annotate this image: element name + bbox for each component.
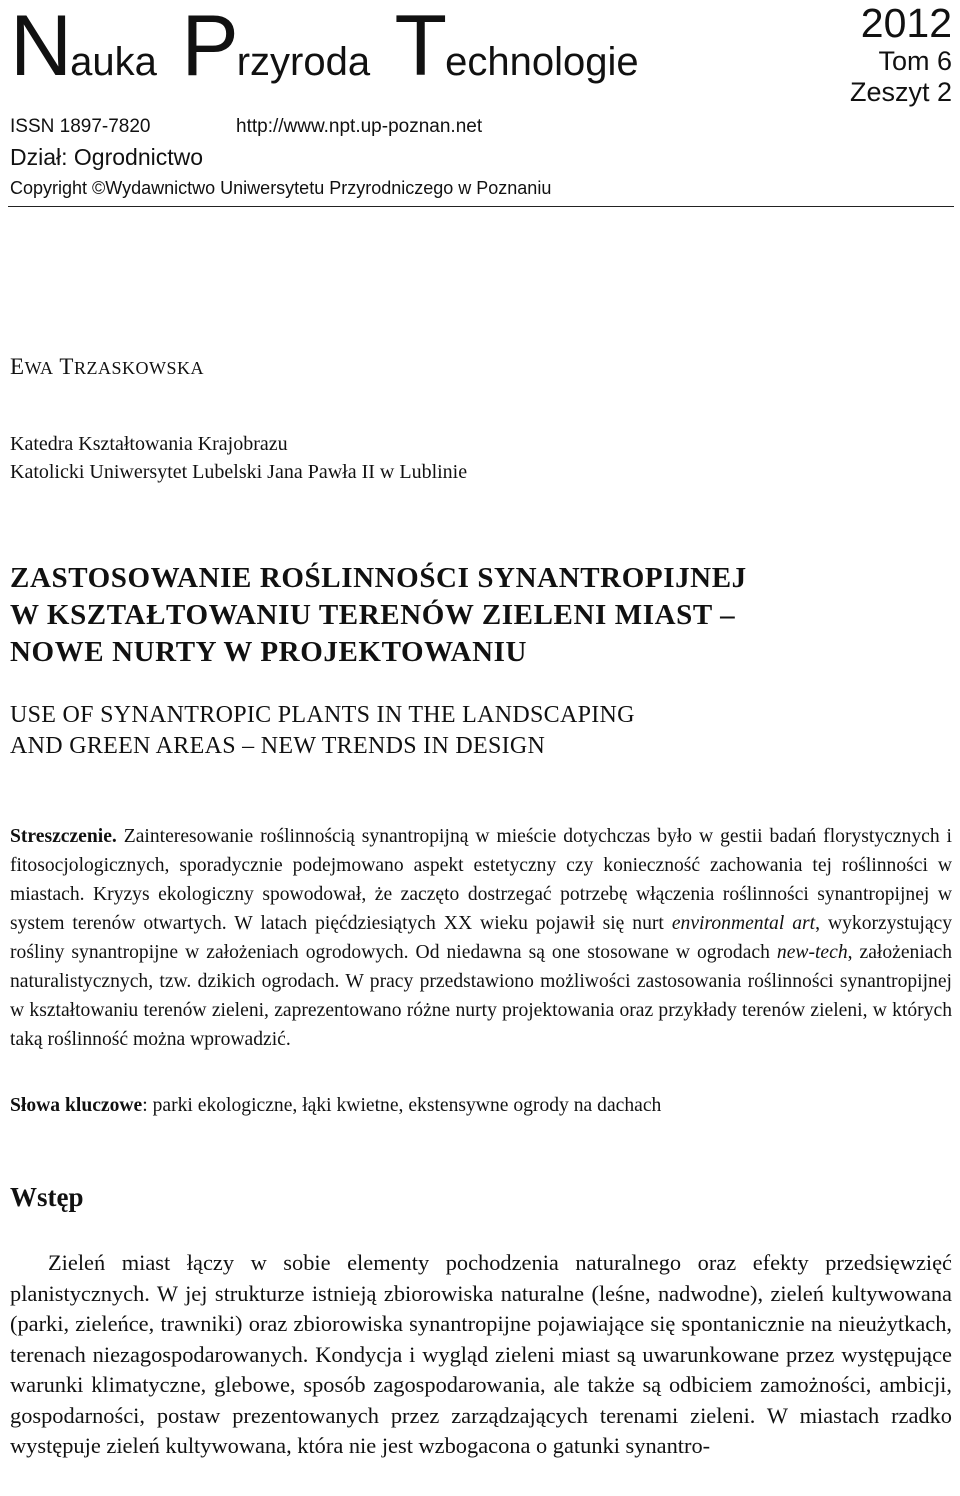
issue-year: 2012: [860, 0, 952, 46]
author-last-rest: RZASKOWSKA: [73, 358, 204, 378]
journal-name-word-przyroda: [181, 0, 370, 92]
journal-initial-t: T: [394, 0, 446, 94]
issue-info: [850, 0, 952, 108]
title-polish-line: NOWE NURTY W PROJEKTOWANIU: [10, 636, 528, 668]
keywords-text: : parki ekologiczne, łąki kwietne, ekstensywne ogrody na dachach: [142, 1095, 662, 1116]
abstract: [10, 822, 952, 1054]
author-name: [10, 354, 204, 380]
journal-name-word-nauka: [10, 0, 157, 92]
intro-paragraph-text: Zieleń miast łączy w sobie elementy pochodzenia naturalnego oraz efekty przedsięwzięć planistycznych. W jej strukturze istnieją zbiorowiska naturalne (leśne, nadwodne), zieleń kultywowana (parki, zieleńce, trawniki) oraz zbiorowiska synantropijne pojawiające się spontanicznie na nieużytkach, terenach niezagospodarowanych. Kondycja i wygląd zieleni miast są uwarunkowane przez występujące warunki klimatyczne, glebowe, sposób zagospodarowania, ale także są odbiciem zamożności, ambicji, gospodarności, postaw prezentowanych przez zarządzających terenami zieleni. W miastach rzadko występuje zieleń kultywowana, która nie jest wzbogacona o gatunki synantro-: [10, 1250, 952, 1458]
abstract-italic-term: environmental art: [671, 913, 816, 934]
intro-paragraph: [10, 1248, 952, 1462]
abstract-text: Zainteresowanie roślinnością synantropijną w mieście dotychczas było w gestii badań florystycznych i fitosocjologicznych, sporadycznie podejmowano aspekt estetyczny czy konieczność zachowania tej roślinności w miastach. Kryzys ekologiczny spowodował, że zaczęto dostrzegać potrzebę włączenia roślinności synantropijnej w system terenów otwartych. W latach pięćdziesiątych XX wieku pojawił się nurt: [10, 826, 952, 934]
abstract-text: , wykorzystujący rośliny synantropijne w założeniach ogrodowych. Od niedawna są one stosowane w ogrodach: [10, 913, 953, 963]
author-first-initial: E: [10, 354, 25, 379]
title-polish-line: W KSZTAŁTOWANIU TERENÓW ZIELENI MIAST –: [10, 599, 736, 631]
author-last-initial: T: [59, 354, 74, 379]
journal-section: Dział: Ogrodnictwo: [10, 144, 204, 170]
author-affiliation: [10, 430, 467, 486]
journal-word-rest-technologie: echnologie: [445, 40, 639, 84]
keywords-label: Słowa kluczowe: [10, 1095, 143, 1116]
abstract-text: , założeniach naturalistycznych, tzw. dzikich ogrodach. W pracy przedstawiono możliwości zastosowania roślinności synantropijnej w kształtowaniu terenów zieleni, zaprezentowano różne nurty projektowania oraz przykłady terenów zieleni, w których taką roślinność można wprowadzić.: [10, 942, 952, 1050]
journal-initial-p: P: [181, 0, 237, 94]
journal-word-rest-nauka: auka: [70, 40, 157, 84]
title-polish-line: ZASTOSOWANIE ROŚLINNOŚCI SYNANTROPIJNEJ: [10, 562, 747, 594]
section-heading-intro: Wstęp: [10, 1182, 84, 1212]
issue-volume: Tom 6: [878, 46, 952, 76]
title-english-line: AND GREEN AREAS – NEW TRENDS IN DESIGN: [10, 733, 546, 759]
journal-url[interactable]: http://www.npt.up-poznan.net: [236, 116, 483, 137]
issn: ISSN 1897-7820: [10, 116, 151, 137]
abstract-label: Streszczenie.: [10, 826, 117, 847]
affiliation-university: Katolicki Uniwersytet Lubelski Jana Pawła II w Lublinie: [10, 461, 468, 483]
journal-name: [10, 0, 659, 92]
title-polish: [10, 560, 747, 671]
keywords: [10, 1092, 661, 1120]
copyright-notice: Copyright ©Wydawnictwo Uniwersytetu Przyrodniczego w Poznaniu: [10, 178, 552, 198]
abstract-italic-term: new-tech: [776, 942, 848, 963]
title-english: [10, 700, 635, 762]
title-english-line: USE OF SYNANTROPIC PLANTS IN THE LANDSCAPING: [10, 702, 635, 728]
issue-number: Zeszyt 2: [849, 77, 952, 107]
affiliation-department: Katedra Kształtowania Krajobrazu: [10, 433, 288, 455]
journal-name-word-technologie: [395, 0, 639, 92]
author-first-rest: WA: [24, 358, 54, 378]
header-divider: [8, 206, 954, 207]
journal-initial-n: N: [10, 0, 71, 94]
journal-word-rest-przyroda: rzyroda: [236, 40, 371, 84]
